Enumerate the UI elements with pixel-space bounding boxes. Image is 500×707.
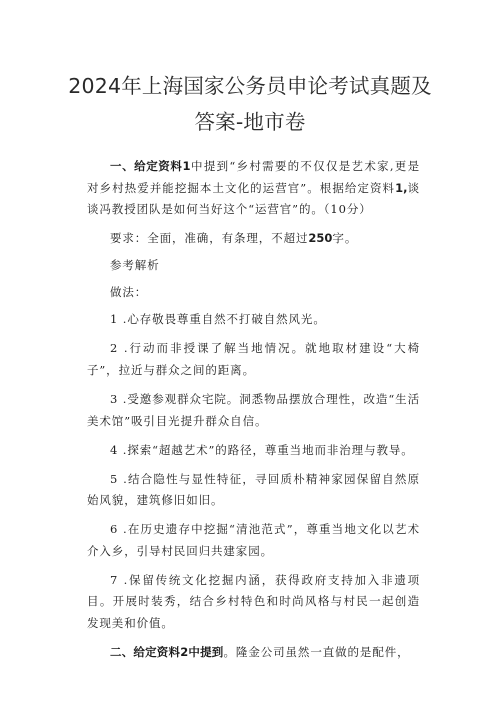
method-label: 做法： [110, 285, 148, 300]
question-1-lead: 一、给定资料1 [110, 159, 191, 173]
question-1 [87, 156, 420, 221]
answer-item: 1 .心存敬畏尊重自然不打破自然风光。 [110, 312, 326, 327]
requirement-suffix: 字。 [332, 231, 358, 246]
requirement-limit: 250 [308, 231, 333, 246]
question-1-text2: 谈谈冯教授团队是如何当好这个“运营官”的。 [87, 180, 420, 217]
answer-item: 3 .受邀参观群众宅院。洞悉物品摆放合理性，改造“生活美术馆”吸引目光提升群众自信。 [87, 392, 420, 428]
requirement [87, 228, 420, 250]
question-1-text: 中提到“乡村需要的不仅仅是艺术家,更是对乡村热爱并能挖掘本土文化的运营官”。根据给定资料 [87, 159, 420, 195]
requirement-text: 要求：全面，准确，有条理，不超过 [110, 231, 309, 246]
question-2-text: 。隆金公司虽然一直做的是配件， [223, 644, 410, 659]
question-1-points: （10分） [323, 202, 372, 217]
answer-item: 7 .保留传统文化挖掘内涵，获得政府支持加入非遗项目。开展时装秀，结合乡村特色和时尚风格与村民一起创造发现美和价值。 [87, 572, 420, 630]
answer-heading: 参考解析 [110, 258, 160, 273]
document-body [87, 156, 420, 671]
answer-item: 2 .行动而非授课了解当地情况。就地取材建设“大椅子”，拉近与群众之间的距离。 [87, 341, 420, 378]
answer-item: 6 .在历史遗存中挖掘“清池范式”，尊重当地文化以艺术介入乡，引导村民回归共建家园。 [87, 522, 420, 558]
answer-item: 4 .探索“超越艺术”的路径，尊重当地而非治理与教导。 [110, 442, 414, 457]
answer-item: 5 .结合隐性与显性特征，寻回质朴精神家园保留自然原始风貌，建筑修旧如旧。 [87, 471, 420, 508]
question-2-lead: 二、给定资料2中提到 [110, 644, 224, 659]
page-title: 2024年上海国家公务员申论考试真题及答案-地市卷 [68, 74, 432, 134]
question-1-ref: 1, [395, 180, 408, 195]
question-2 [87, 642, 420, 664]
